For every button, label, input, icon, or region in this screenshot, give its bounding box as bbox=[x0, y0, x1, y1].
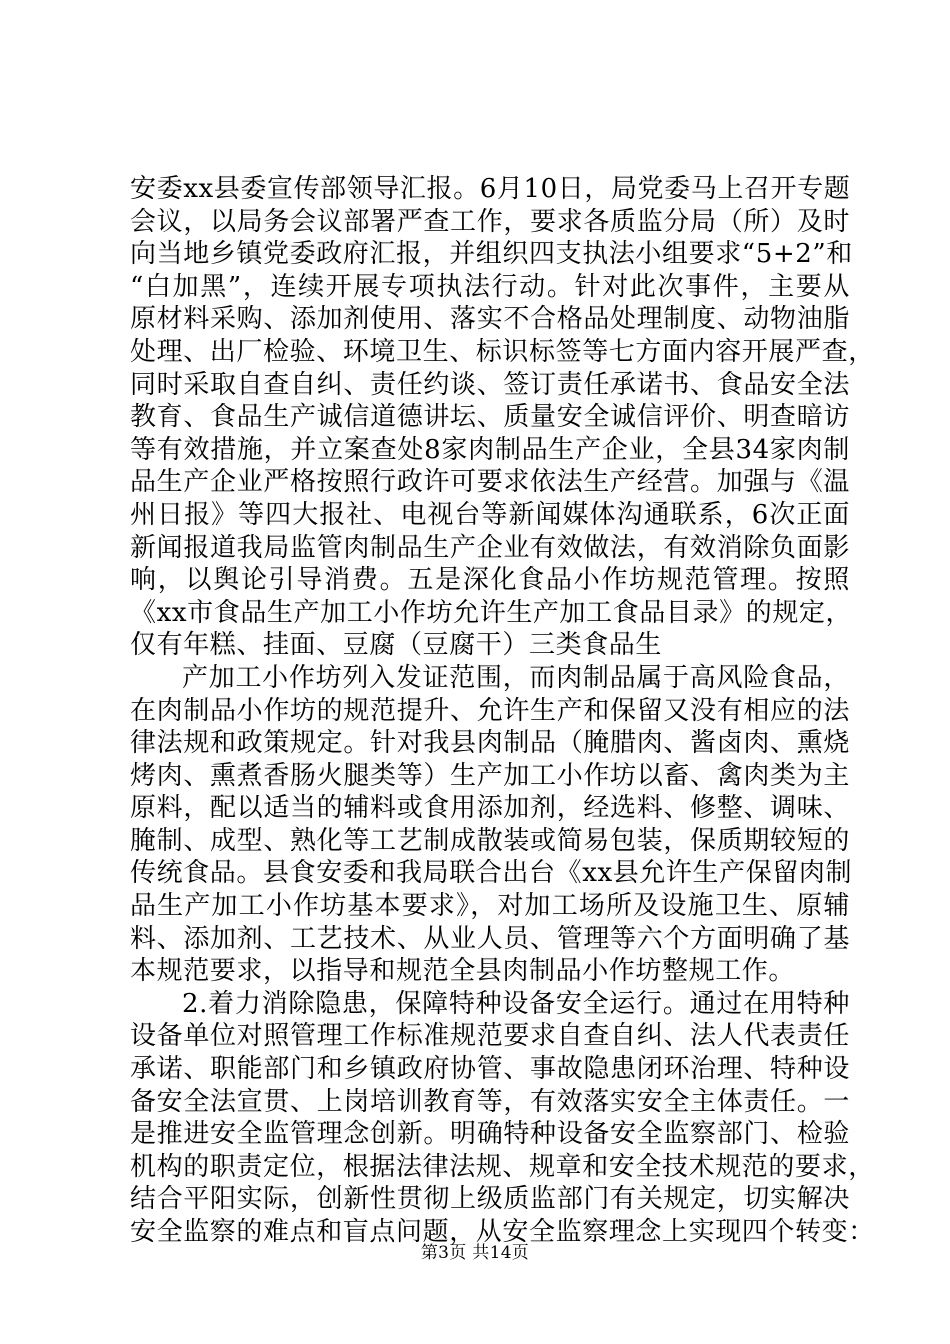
text-line: 机构的职责定位，根据法律法规、规章和安全技术规范的要求， bbox=[130, 1151, 875, 1182]
text-line: 在肉制品小作坊的规范提升、允许生产和保留又没有相应的法 bbox=[130, 695, 850, 726]
text-line: 仅有年糕、挂面、豆腐（豆腐干）三类食品生 bbox=[130, 630, 663, 661]
text-line: 向当地乡镇党委政府汇报，并组织四支执法小组要求“5+2”和 bbox=[130, 239, 853, 270]
text-line: 等有效措施，并立案查处8家肉制品生产企业，全县34家肉制 bbox=[130, 434, 850, 465]
text-line: 是推进安全监管理念创新。明确特种设备安全监察部门、检验 bbox=[130, 1119, 850, 1150]
text-line: 响，以舆论引导消费。五是深化食品小作坊规范管理。按照 bbox=[130, 565, 850, 596]
text-line: 安委xx县委宣传部领导汇报。6月10日，局党委马上召开专题 bbox=[130, 174, 851, 204]
text-line: 新闻报道我局监管肉制品生产企业有效做法，有效消除负面影 bbox=[130, 532, 850, 563]
text-line: 会议，以局务会议部署严查工作，要求各质监分局（所）及时 bbox=[130, 206, 850, 237]
page-footer: 第3页 共14页 bbox=[420, 1243, 530, 1263]
text-line: 州日报》等四大报社、电视台等新闻媒体沟通联系，6次正面 bbox=[130, 499, 850, 530]
text-line: 结合平阳实际，创新性贯彻上级质监部门有关规定，切实解决 bbox=[130, 1184, 850, 1215]
text-line: 设备单位对照管理工作标准规范要求自查自纠、法人代表责任 bbox=[130, 1021, 850, 1052]
paragraph bbox=[130, 662, 853, 988]
text-line: 《xx市食品生产加工小作坊允许生产加工食品目录》的规定， bbox=[130, 597, 853, 628]
text-line: 承诺、职能部门和乡镇政府协管、事故隐患闭环治理、特种设 bbox=[130, 1054, 850, 1085]
text-line: 律法规和政策规定。针对我县肉制品（腌腊肉、酱卤肉、熏烧 bbox=[130, 728, 850, 759]
text-line: 备安全法宣贯、上岗培训教育等，有效落实安全主体责任。一 bbox=[130, 1086, 850, 1117]
text-line: 2.着力消除隐患，保障特种设备安全运行。通过在用特种 bbox=[182, 988, 850, 1019]
text-line: 原材料采购、添加剂使用、落实不合格品处理制度、动物油脂 bbox=[130, 304, 850, 335]
paragraph bbox=[130, 173, 875, 662]
text-line: 料、添加剂、工艺技术、从业人员、管理等六个方面明确了基 bbox=[130, 923, 850, 954]
text-line: “白加黑”，连续开展专项执法行动。针对此次事件，主要从 bbox=[130, 271, 850, 302]
text-line: 同时采取自查自纠、责任约谈、签订责任承诺书、食品安全法 bbox=[130, 369, 850, 400]
text-line: 烤肉、熏煮香肠火腿类等）生产加工小作坊以畜、禽肉类为主 bbox=[130, 760, 850, 791]
text-line: 品生产加工小作坊基本要求》，对加工场所及设施卫生、原辅 bbox=[130, 891, 850, 922]
paragraph bbox=[130, 988, 875, 1249]
text-line: 安全监察的难点和盲点问题，从安全监察理念上实现四个转变： bbox=[130, 1217, 875, 1247]
text-line: 传统食品。县食安委和我局联合出台《xx县允许生产保留肉制 bbox=[130, 858, 853, 889]
text-line: 产加工小作坊列入发证范围，而肉制品属于高风险食品， bbox=[182, 662, 850, 693]
text-line: 教育、食品生产诚信道德讲坛、质量安全诚信评价、明查暗访 bbox=[130, 402, 850, 433]
document-body bbox=[130, 173, 875, 1249]
text-line: 本规范要求，以指导和规范全县肉制品小作坊整规工作。 bbox=[130, 956, 796, 987]
text-line: 腌制、成型、熟化等工艺制成散装或简易包装，保质期较短的 bbox=[130, 825, 850, 856]
text-line: 原料，配以适当的辅料或食用添加剂，经选料、修整、调味、 bbox=[130, 793, 850, 824]
text-line: 处理、出厂检验、环境卫生、标识标签等七方面内容开展严查， bbox=[130, 336, 875, 367]
text-line: 品生产企业严格按照行政许可要求依法生产经营。加强与《温 bbox=[130, 467, 850, 498]
